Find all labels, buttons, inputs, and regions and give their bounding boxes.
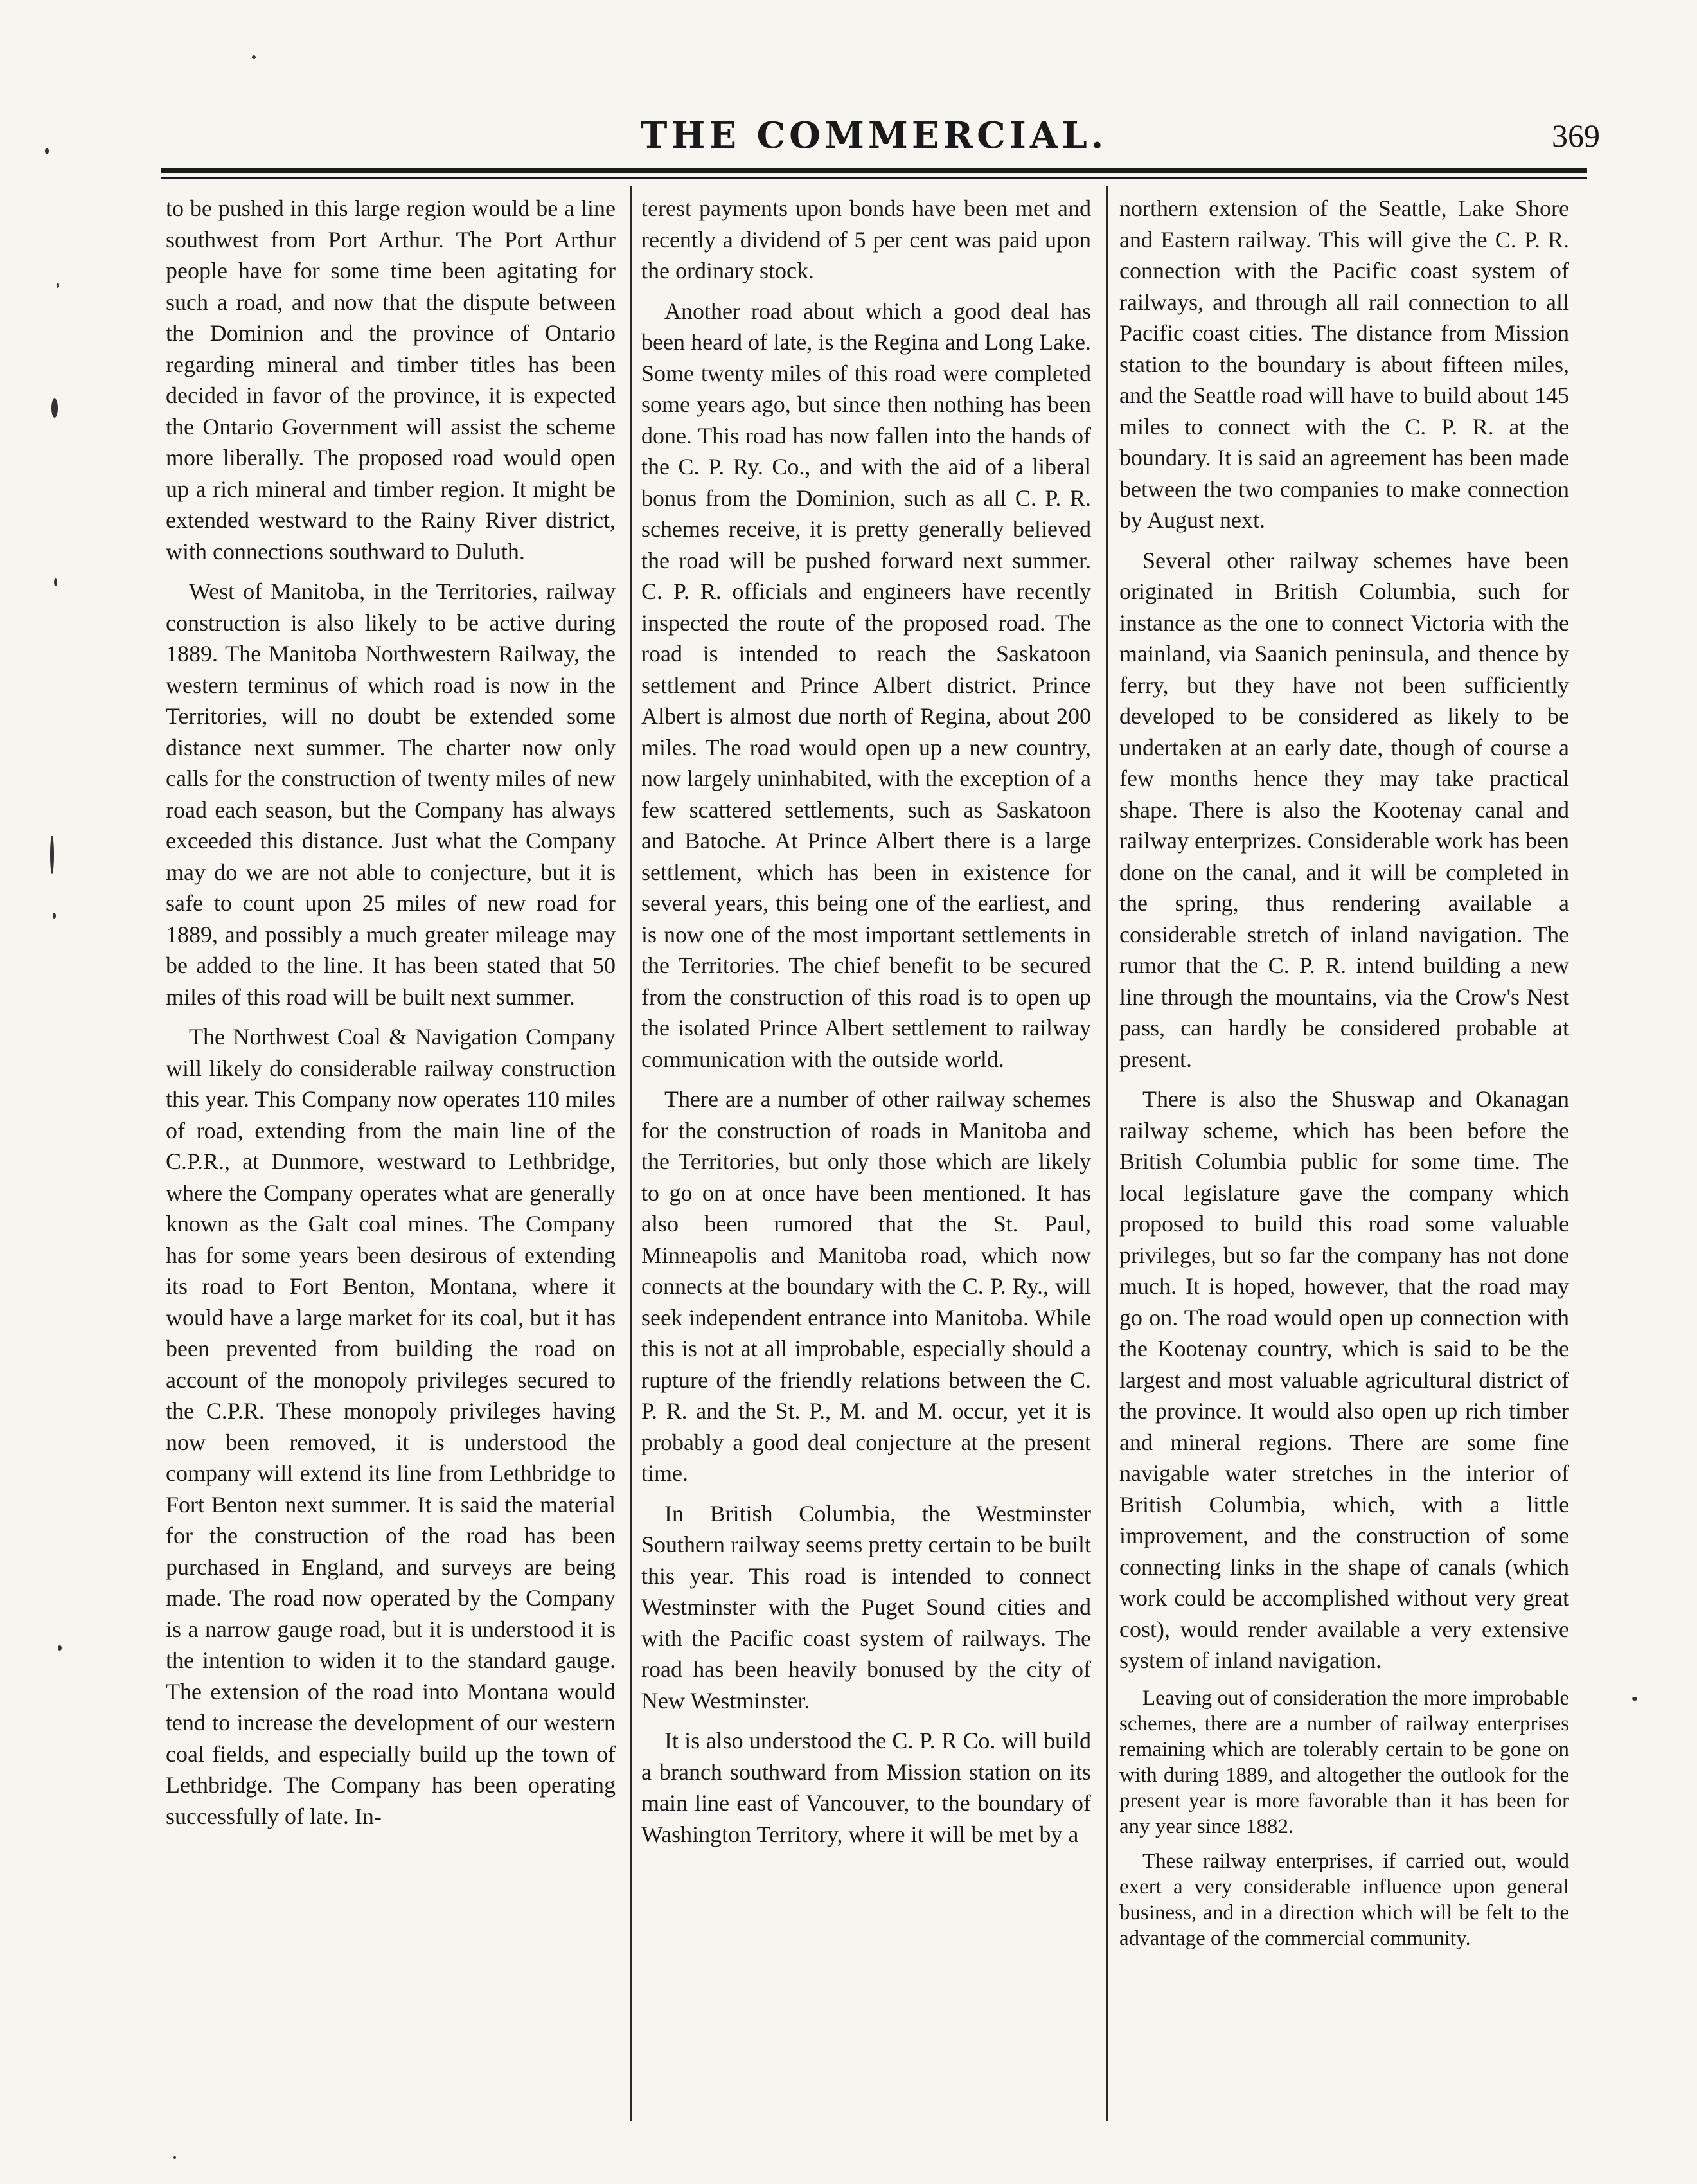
column-1 bbox=[166, 193, 616, 2108]
column-divider-1 bbox=[630, 186, 632, 2121]
column-2 bbox=[641, 193, 1091, 2108]
paragraph: northern extension of the Seattle, Lake Shore and Eastern railway. This will give the C. P. R. connection with the Pacific coast system of railways, and through all rail connection to all Pacific coast cities. The distance from Mission station to the boundary is about fifteen miles, and the Seattle road will have to build about 145 miles to connect with the C. P. R. at the boundary. It is said an agreement has been made between the two companies to make connection by August next. bbox=[1119, 195, 1569, 533]
scan-speck bbox=[252, 55, 256, 59]
scan-speck bbox=[57, 283, 59, 288]
paragraph: Several other railway schemes have been originated in British Columbia, such for instance as the one to connect Victoria with the mainland, via Saanich peninsula, and thence by ferry, but they have not been sufficiently developed to be considered as likely to be undertaken at an early date, though of course a few months hence they may take practical shape. There is also the Kootenay canal and railway enterprizes. Considerable work has been done on the canal, and it will be completed in the spring, thus rendering available a considerable stretch of inland navigation. The rumor that the C. P. R. intend building a new line through the mountains, via the Crow's Nest pass, can hardly be considered probable at present. bbox=[1119, 547, 1569, 1072]
paragraph: Another road about which a good deal has been heard of late, is the Regina and Long Lake. Some twenty miles of this road were completed some years ago, but since then nothing has been done. This road has now fallen into the hands of the C. P. Ry. Co., and with the aid of a liberal bonus from the Dominion, such as all C. P. R. schemes receive, it is pretty generally believed the road will be pushed forward next summer. C. P. R. officials and engineers have recently inspected the route of the proposed road. The road is intended to reach the Saskatoon settlement and Prince Albert district. Prince Albert is almost due north of Regina, about 200 miles. The road would open up a new country, now largely uninhabited, with the exception of a few scattered settlements, such as Saskatoon and Batoche. At Prince Albert there is a large settlement, which has been in existence for several years, this being one of the earliest, and is now one of the most important settlements in the Territories. The chief benefit to be secured from the construction of this road is to open up the isolated Prince Albert settlement to railway communication with the outside world. bbox=[641, 298, 1091, 1072]
paragraph: to be pushed in this large region would be a line southwest from Port Arthur. The Port Arthur people have for some time been agitating for such a road, and now that the dispute between the Dominion and the province of Ontario regarding mineral and timber titles has been decided in favor of the province, it is expected the Ontario Government will assist the scheme more liberally. The proposed road would open up a rich mineral and timber region. It might be extended westward to the Rainy River district, with connections southward to Duluth. bbox=[166, 195, 616, 564]
paragraph: In British Columbia, the Westminster Southern railway seems pretty certain to be built this year. This road is intended to connect Westminster with the Puget Sound cities and with the Pacific coast system of railways. The road has been heavily bonused by the city of New Westminster. bbox=[641, 1500, 1091, 1714]
paragraph: There is also the Shuswap and Okanagan railway scheme, which has been before the British Columbia public for some time. The local legislature gave the company which proposed to build this road some valuable privileges, but so far the company has not done much. It is hoped, however, that the road may go on. The road would open up connection with the Kootenay country, which is said to be the largest and most valuable agricultural district of the province. It would also open up rich timber and mineral regions. There are some fine navigable water stretches in the interior of British Columbia, which, with a little improvement, and the construction of some connecting links in the shape of canals (which work could be accomplished without very great cost), would render available a very extensive system of inland navigation. bbox=[1119, 1086, 1569, 1673]
paragraph: It is also understood the C. P. R Co. will build a branch southward from Mission station on its main line east of Vancouver, to the boundary of Washington Territory, where it will be met by a bbox=[641, 1728, 1091, 1847]
scan-speck bbox=[1632, 1697, 1637, 1701]
column-3 bbox=[1119, 193, 1569, 2108]
scan-speck bbox=[51, 398, 58, 418]
paragraph: The Northwest Coal & Navigation Company will likely do considerable railway construction this year. This Company now operates 110 miles of road, extending from the main line of the C.P.R., at Dunmore, westward to Lethbridge, where the Company operates what are generally known as the Galt coal mines. The Company has for some years been desirous of extending its road to Fort Benton, Montana, where it would have a large market for its coal, but it has been prevented from building the road on account of the monopoly privileges secured to the C.P.R. These monopoly privileges having now been removed, it is understood the company will extend its line from Lethbridge to Fort Benton next summer. It is said the material for the construction of the road has been purchased in England, and surveys are being made. The road now operated by the Company is a narrow gauge road, but it is understood it is the intention to widen it to the standard gauge. The extension of the road into Montana would tend to increase the development of our western coal fields, and especially build up the town of Lethbridge. The Company has been operating successfully of late. In- bbox=[166, 1024, 616, 1829]
paragraph: West of Manitoba, in the Territories, railway construction is also likely to be active during 1889. The Manitoba Northwestern Railway, the western terminus of which road is now in the Territories, will no doubt be extended some distance next summer. The charter now only calls for the construction of twenty miles of new road each season, but the Company has always exceeded this distance. Just what the Company may do we are not able to conjecture, but it is safe to count upon 25 miles of new road for 1889, and possibly a much greater mileage may be added to the line. It has been stated that 50 miles of this road will be built next summer. bbox=[166, 578, 616, 1010]
paragraph: These railway enterprises, if carried out, would exert a very considerable influence upon general business, and in a direction which will be felt to the advantage of the commercial community. bbox=[1119, 1849, 1569, 1950]
scan-speck bbox=[53, 913, 56, 919]
paragraph: Leaving out of consideration the more improbable schemes, there are a number of railway enterprises remaining which are tolerably certain to be gone on with during 1889, and altogether the outlook for the present year is more favorable than it has been for any year since 1882. bbox=[1119, 1686, 1569, 1838]
scan-speck bbox=[54, 578, 57, 586]
header-rule-thick bbox=[161, 168, 1587, 173]
newspaper-title: THE COMMERCIAL. bbox=[640, 114, 1108, 157]
scan-speck bbox=[50, 836, 54, 874]
masthead bbox=[161, 113, 1600, 158]
scan-speck bbox=[173, 2156, 176, 2159]
scan-speck bbox=[45, 148, 49, 154]
scan-speck bbox=[58, 1645, 62, 1651]
paragraph: There are a number of other railway schemes for the construction of roads in Manitoba and the Territories, but only those which are likely to go on at once have been mentioned. It has also been rumored that the St. Paul, Minneapolis and Manitoba road, which now connects at the boundary with the C. P. Ry., will seek independent entrance into Manitoba. While this is not at all improbable, especially should a rupture of the friendly relations between the C. P. R. and the St. P., M. and M. occur, yet it is probably a good deal conjecture at the present time. bbox=[641, 1086, 1091, 1486]
page-number: 369 bbox=[1552, 118, 1600, 154]
column-divider-2 bbox=[1106, 186, 1108, 2121]
paragraph: terest payments upon bonds have been met and recently a dividend of 5 per cent was paid upon the ordinary stock. bbox=[641, 195, 1091, 283]
header-rule-thin bbox=[161, 177, 1587, 179]
